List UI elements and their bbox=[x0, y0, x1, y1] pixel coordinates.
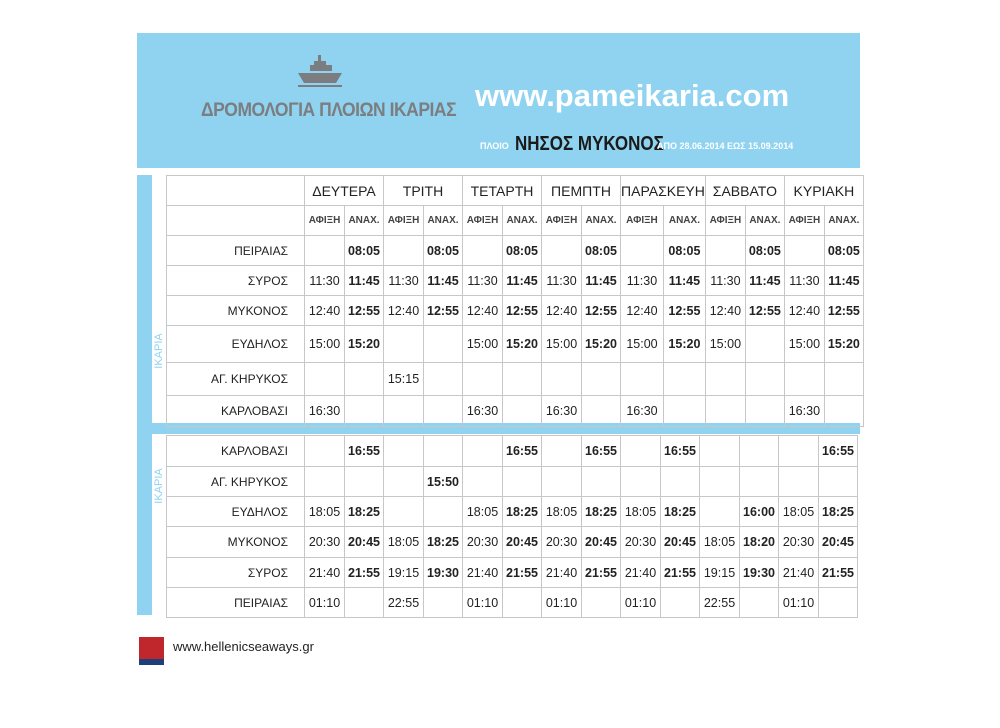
arrival-time bbox=[700, 436, 740, 467]
departure-time: 21:55 bbox=[345, 558, 384, 588]
table-row bbox=[167, 236, 864, 266]
ship-label: ΠΛΟΙΟ bbox=[480, 141, 509, 151]
port-name: ΜΥΚΟΝΟΣ bbox=[167, 296, 305, 326]
arrival-time bbox=[705, 363, 745, 396]
day-header: ΤΕΤΑΡΤΗ bbox=[463, 176, 542, 206]
departure-time: 11:45 bbox=[424, 266, 463, 296]
departure-time bbox=[345, 588, 384, 618]
arrival-time: 11:30 bbox=[542, 266, 582, 296]
departure-time: 12:55 bbox=[424, 296, 463, 326]
day-header: ΠΕΜΠΤΗ bbox=[542, 176, 621, 206]
arrival-time: 20:30 bbox=[542, 527, 582, 558]
arrival-time: 19:15 bbox=[384, 558, 424, 588]
departure-header: ΑΝΑΧ. bbox=[582, 206, 621, 236]
departure-time: 12:55 bbox=[345, 296, 384, 326]
table-row bbox=[167, 588, 858, 618]
website-link[interactable]: www.pameikaria.com bbox=[475, 78, 790, 113]
arrival-time bbox=[305, 467, 345, 497]
departure-time: 12:55 bbox=[503, 296, 542, 326]
departure-time: 08:05 bbox=[582, 236, 621, 266]
arrival-time: 16:30 bbox=[542, 396, 582, 427]
arrival-time bbox=[784, 236, 824, 266]
departure-time: 21:55 bbox=[661, 558, 700, 588]
port-name: ΜΥΚΟΝΟΣ bbox=[167, 527, 305, 558]
departure-time: 11:45 bbox=[745, 266, 784, 296]
arrival-time: 11:30 bbox=[463, 266, 503, 296]
arrival-time: 01:10 bbox=[305, 588, 345, 618]
departure-time bbox=[424, 497, 463, 527]
header-banner bbox=[137, 33, 860, 168]
departure-time: 16:55 bbox=[503, 436, 542, 467]
departure-time: 18:25 bbox=[582, 497, 621, 527]
departure-time: 21:55 bbox=[582, 558, 621, 588]
arrival-time bbox=[621, 467, 661, 497]
arrival-time bbox=[384, 236, 424, 266]
port-name: ΚΑΡΛΟΒΑΣΙ bbox=[167, 436, 305, 467]
arrival-time bbox=[384, 396, 424, 427]
departure-time: 18:25 bbox=[424, 527, 463, 558]
departure-time: 18:25 bbox=[503, 497, 542, 527]
arrival-time: 15:00 bbox=[463, 326, 503, 363]
departure-time bbox=[824, 363, 863, 396]
departure-time bbox=[582, 396, 621, 427]
departure-time bbox=[582, 363, 621, 396]
arrival-time: 20:30 bbox=[463, 527, 503, 558]
arrival-time: 15:00 bbox=[542, 326, 582, 363]
arrival-time bbox=[463, 467, 503, 497]
arrival-time: 15:15 bbox=[384, 363, 424, 396]
arrival-time: 12:40 bbox=[542, 296, 582, 326]
arrival-time bbox=[621, 236, 664, 266]
arrival-time: 18:05 bbox=[384, 527, 424, 558]
arrival-time: 12:40 bbox=[705, 296, 745, 326]
departure-time: 11:45 bbox=[663, 266, 705, 296]
departure-time: 12:55 bbox=[824, 296, 863, 326]
arrival-time: 18:05 bbox=[621, 497, 661, 527]
departure-time bbox=[740, 588, 779, 618]
arrival-time: 22:55 bbox=[384, 588, 424, 618]
page-title: ΔΡΟΜΟΛΟΓΙΑ ΠΛΟΙΩΝ ΙΚΑΡΙΑΣ bbox=[201, 100, 457, 121]
days-header-row bbox=[167, 176, 864, 206]
departure-time bbox=[424, 326, 463, 363]
ikaria-label-outbound: ΙΚΑΡΙΑ bbox=[153, 333, 165, 369]
departure-time bbox=[663, 396, 705, 427]
port-name: ΕΥΔΗΛΟΣ bbox=[167, 326, 305, 363]
departure-time bbox=[745, 326, 784, 363]
arrival-time: 21:40 bbox=[542, 558, 582, 588]
arrival-time: 16:30 bbox=[463, 396, 503, 427]
departure-time: 08:05 bbox=[345, 236, 384, 266]
departure-time bbox=[582, 588, 621, 618]
outbound-schedule-table bbox=[166, 175, 864, 427]
arrival-header: ΑΦΙΞΗ bbox=[705, 206, 745, 236]
departure-time: 15:20 bbox=[663, 326, 705, 363]
arrival-time: 18:05 bbox=[542, 497, 582, 527]
arrival-time: 12:40 bbox=[784, 296, 824, 326]
port-name: ΚΑΡΛΟΒΑΣΙ bbox=[167, 396, 305, 427]
arrival-time: 12:40 bbox=[463, 296, 503, 326]
corner-cell bbox=[167, 206, 305, 236]
footer-url[interactable]: www.hellenicseaways.gr bbox=[173, 639, 314, 654]
arrival-time: 16:30 bbox=[621, 396, 664, 427]
arrival-time: 20:30 bbox=[305, 527, 345, 558]
departure-time: 11:45 bbox=[824, 266, 863, 296]
table-row bbox=[167, 296, 864, 326]
arrival-time: 16:30 bbox=[784, 396, 824, 427]
return-schedule-table bbox=[166, 435, 858, 618]
arrival-time: 22:55 bbox=[700, 588, 740, 618]
port-name: ΑΓ. ΚΗΡΥΚΟΣ bbox=[167, 467, 305, 497]
arrival-time: 11:30 bbox=[384, 266, 424, 296]
departure-time: 15:20 bbox=[345, 326, 384, 363]
departure-time: 20:45 bbox=[345, 527, 384, 558]
ship-icon bbox=[296, 53, 344, 87]
arrival-header: ΑΦΙΞΗ bbox=[384, 206, 424, 236]
departure-time bbox=[740, 467, 779, 497]
table-row bbox=[167, 497, 858, 527]
arrival-time bbox=[705, 236, 745, 266]
day-header: ΤΡΙΤΗ bbox=[384, 176, 463, 206]
arrival-header: ΑΦΙΞΗ bbox=[463, 206, 503, 236]
arrival-time: 11:30 bbox=[784, 266, 824, 296]
table-row bbox=[167, 558, 858, 588]
departure-time bbox=[345, 396, 384, 427]
arrival-time bbox=[384, 467, 424, 497]
arrival-time: 12:40 bbox=[621, 296, 664, 326]
corner-cell bbox=[167, 176, 305, 206]
arrival-time: 21:40 bbox=[621, 558, 661, 588]
departure-time: 20:45 bbox=[503, 527, 542, 558]
departure-header: ΑΝΑΧ. bbox=[424, 206, 463, 236]
departure-time: 18:20 bbox=[740, 527, 779, 558]
departure-time bbox=[819, 467, 858, 497]
departure-time bbox=[745, 363, 784, 396]
table-row bbox=[167, 363, 864, 396]
arrival-time: 15:00 bbox=[305, 326, 345, 363]
arrival-time: 20:30 bbox=[621, 527, 661, 558]
departure-time: 08:05 bbox=[424, 236, 463, 266]
departure-time bbox=[824, 396, 863, 427]
departure-time bbox=[345, 363, 384, 396]
departure-header: ΑΝΑΧ. bbox=[663, 206, 705, 236]
arrival-time: 20:30 bbox=[779, 527, 819, 558]
departure-time: 16:55 bbox=[345, 436, 384, 467]
arrival-time bbox=[542, 363, 582, 396]
ikaria-label-return: ΙΚΑΡΙΑ bbox=[153, 468, 165, 504]
arrival-header: ΑΦΙΞΗ bbox=[784, 206, 824, 236]
port-name: ΑΓ. ΚΗΡΥΚΟΣ bbox=[167, 363, 305, 396]
arrival-time: 12:40 bbox=[384, 296, 424, 326]
arrival-time bbox=[784, 363, 824, 396]
day-header: ΠΑΡΑΣΚΕΥΗ bbox=[621, 176, 706, 206]
departure-time bbox=[819, 588, 858, 618]
left-accent-bar bbox=[137, 175, 152, 615]
departure-time: 15:50 bbox=[424, 467, 463, 497]
arrival-time: 15:00 bbox=[621, 326, 664, 363]
port-name: ΠΕΙΡΑΙΑΣ bbox=[167, 588, 305, 618]
departure-time bbox=[745, 396, 784, 427]
arrival-time: 19:15 bbox=[700, 558, 740, 588]
table-row bbox=[167, 396, 864, 427]
table-row bbox=[167, 326, 864, 363]
arrival-time bbox=[705, 396, 745, 427]
departure-time: 19:30 bbox=[740, 558, 779, 588]
arrival-time bbox=[621, 436, 661, 467]
departure-time bbox=[663, 363, 705, 396]
arrival-time bbox=[621, 363, 664, 396]
departure-time bbox=[424, 363, 463, 396]
departure-time: 15:20 bbox=[582, 326, 621, 363]
arrival-time bbox=[779, 436, 819, 467]
arrival-time bbox=[384, 497, 424, 527]
arrival-time bbox=[463, 236, 503, 266]
arrival-time: 01:10 bbox=[463, 588, 503, 618]
departure-time: 12:55 bbox=[663, 296, 705, 326]
departure-time bbox=[582, 467, 621, 497]
departure-time: 18:25 bbox=[661, 497, 700, 527]
port-name: ΕΥΔΗΛΟΣ bbox=[167, 497, 305, 527]
table-row bbox=[167, 266, 864, 296]
port-name: ΠΕΙΡΑΙΑΣ bbox=[167, 236, 305, 266]
arrival-time bbox=[463, 363, 503, 396]
table-row bbox=[167, 527, 858, 558]
arrival-time bbox=[542, 436, 582, 467]
arrival-time: 01:10 bbox=[779, 588, 819, 618]
departure-time: 08:05 bbox=[503, 236, 542, 266]
departure-time: 21:55 bbox=[503, 558, 542, 588]
departure-time: 12:55 bbox=[745, 296, 784, 326]
departure-time: 16:00 bbox=[740, 497, 779, 527]
departure-time: 16:55 bbox=[582, 436, 621, 467]
departure-time: 20:45 bbox=[582, 527, 621, 558]
arrival-time bbox=[384, 436, 424, 467]
arrival-time: 16:30 bbox=[305, 396, 345, 427]
departure-header: ΑΝΑΧ. bbox=[345, 206, 384, 236]
arrival-time: 01:10 bbox=[542, 588, 582, 618]
arrival-time bbox=[305, 236, 345, 266]
table-row bbox=[167, 436, 858, 467]
departure-time: 08:05 bbox=[663, 236, 705, 266]
arrival-time: 18:05 bbox=[700, 527, 740, 558]
departure-time bbox=[345, 467, 384, 497]
departure-time: 11:45 bbox=[503, 266, 542, 296]
arrival-time: 21:40 bbox=[463, 558, 503, 588]
arrival-time: 18:05 bbox=[779, 497, 819, 527]
arrival-time bbox=[700, 497, 740, 527]
arrival-time: 15:00 bbox=[705, 326, 745, 363]
departure-time bbox=[424, 396, 463, 427]
departure-time: 15:20 bbox=[503, 326, 542, 363]
day-header: ΔΕΥΤΕΡΑ bbox=[305, 176, 384, 206]
departure-time: 18:25 bbox=[819, 497, 858, 527]
departure-time: 15:20 bbox=[824, 326, 863, 363]
arrival-time: 18:05 bbox=[305, 497, 345, 527]
departure-time bbox=[503, 363, 542, 396]
arrival-time: 15:00 bbox=[784, 326, 824, 363]
arrival-time: 18:05 bbox=[463, 497, 503, 527]
departure-time: 19:30 bbox=[424, 558, 463, 588]
departure-time bbox=[740, 436, 779, 467]
day-header: ΣΑΒΒΑΤΟ bbox=[705, 176, 784, 206]
departure-time: 08:05 bbox=[745, 236, 784, 266]
departure-header: ΑΝΑΧ. bbox=[745, 206, 784, 236]
arrival-time bbox=[384, 326, 424, 363]
departure-time: 16:55 bbox=[819, 436, 858, 467]
departure-time: 20:45 bbox=[819, 527, 858, 558]
departure-time: 08:05 bbox=[824, 236, 863, 266]
port-name: ΣΥΡΟΣ bbox=[167, 558, 305, 588]
departure-time bbox=[424, 588, 463, 618]
departure-time: 18:25 bbox=[345, 497, 384, 527]
departure-time: 16:55 bbox=[661, 436, 700, 467]
departure-header: ΑΝΑΧ. bbox=[824, 206, 863, 236]
arrival-header: ΑΦΙΞΗ bbox=[621, 206, 664, 236]
arrival-time bbox=[542, 236, 582, 266]
port-name: ΣΥΡΟΣ bbox=[167, 266, 305, 296]
departure-time bbox=[661, 467, 700, 497]
departure-time bbox=[503, 467, 542, 497]
arrival-time bbox=[463, 436, 503, 467]
arrival-time bbox=[542, 467, 582, 497]
table-row bbox=[167, 467, 858, 497]
arrival-time: 11:30 bbox=[305, 266, 345, 296]
departure-time: 20:45 bbox=[661, 527, 700, 558]
arrival-time bbox=[779, 467, 819, 497]
arrival-time: 11:30 bbox=[621, 266, 664, 296]
arrival-time: 21:40 bbox=[779, 558, 819, 588]
departure-time: 11:45 bbox=[582, 266, 621, 296]
validity-period: ΑΠΟ 28.06.2014 ΕΩΣ 15.09.2014 bbox=[657, 141, 794, 151]
arrival-time bbox=[305, 363, 345, 396]
day-header: ΚΥΡΙΑΚΗ bbox=[784, 176, 863, 206]
departure-time: 11:45 bbox=[345, 266, 384, 296]
departure-time bbox=[424, 436, 463, 467]
arrival-time bbox=[305, 436, 345, 467]
arrival-time: 01:10 bbox=[621, 588, 661, 618]
hellenic-seaways-logo bbox=[139, 637, 164, 659]
arrival-time: 11:30 bbox=[705, 266, 745, 296]
departure-time: 12:55 bbox=[582, 296, 621, 326]
ship-name: ΝΗΣΟΣ ΜΥΚΟΝΟΣ bbox=[515, 133, 664, 155]
arrival-time bbox=[700, 467, 740, 497]
arrival-time: 21:40 bbox=[305, 558, 345, 588]
departure-header: ΑΝΑΧ. bbox=[503, 206, 542, 236]
departure-time bbox=[503, 396, 542, 427]
departure-time bbox=[661, 588, 700, 618]
sub-header-row bbox=[167, 206, 864, 236]
departure-time bbox=[503, 588, 542, 618]
arrival-header: ΑΦΙΞΗ bbox=[305, 206, 345, 236]
arrival-time: 12:40 bbox=[305, 296, 345, 326]
arrival-header: ΑΦΙΞΗ bbox=[542, 206, 582, 236]
departure-time: 21:55 bbox=[819, 558, 858, 588]
